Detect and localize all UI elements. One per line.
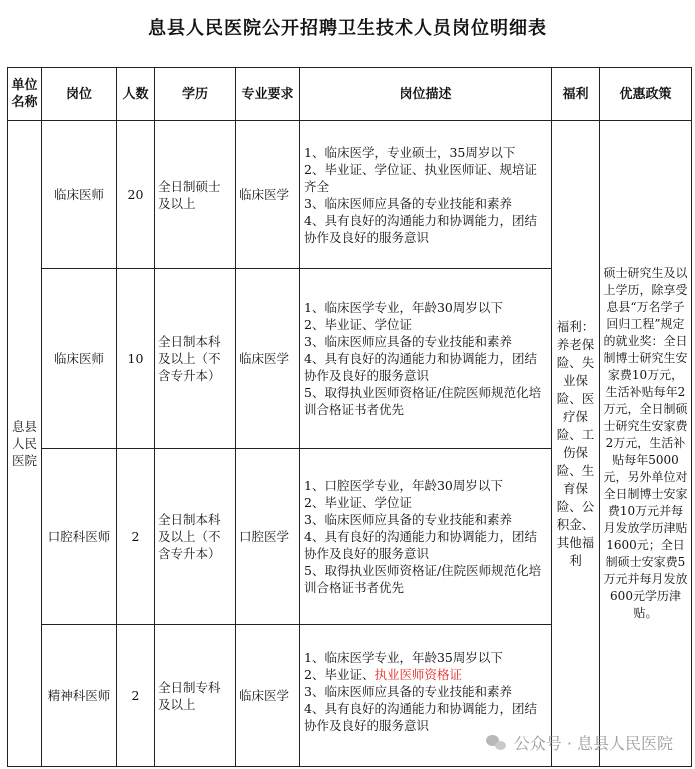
description-line: 2、毕业证、学位证、执业医师证、规培证齐全 [304, 161, 537, 194]
description-line: 1、临床医学专业，年龄30周岁以下 [304, 300, 503, 315]
description-line: 4、具有良好的沟通能力和协调能力，团结协作及良好的服务意识 [304, 212, 537, 245]
benefits-cell: 福利：养老保险、失业保险、医疗保险、工伤保险、生育保险、公积金、其他福利 [552, 121, 600, 767]
count-cell: 2 [117, 449, 155, 625]
watermark-text: 公众号 · 息县人民医院 [513, 734, 673, 753]
description-line: 5、取得执业医师资格证/住院医师规范化培训合格证书者优先 [304, 563, 542, 595]
count-cell: 20 [117, 121, 155, 269]
education-cell: 全日制本科及以上（不含专升本） [155, 269, 236, 449]
major-cell: 临床医学 [236, 625, 300, 767]
header-position: 岗位 [42, 68, 117, 121]
highlighted-requirement: 执业医师资格证 [374, 667, 462, 682]
description-line: 3、临床医师应具备的专业技能和素养 [304, 512, 512, 527]
description-line: 3、临床医师应具备的专业技能和素养 [304, 334, 512, 349]
description-text: 2、毕业证、 [304, 667, 375, 682]
major-cell: 临床医学 [236, 269, 300, 449]
header-description: 岗位描述 [300, 68, 552, 121]
major-cell: 临床医学 [236, 121, 300, 269]
policy-cell: 硕士研究生及以上学历，除享受息县“万名学子回归工程”规定的就业奖：全日制博士研究生安家费10万元，生活补贴每年2万元，全日制硕士研究生安家费2万元，生活补贴每年5000元，另外单位对全日制博士安家费10万元并每月发放学历津贴1600元；全日制硕士安家费5万元并每月发放600元学历津贴。 [600, 121, 692, 767]
description-line: 1、临床医学专业，年龄35周岁以下 [304, 650, 503, 665]
header-education: 学历 [155, 68, 236, 121]
header-policy: 优惠政策 [600, 68, 692, 121]
description-line: 1、临床医学，专业硕士，35周岁以下 [304, 144, 516, 160]
description-line: 1、口腔医学专业，年龄30周岁以下 [304, 478, 503, 493]
count-cell: 2 [117, 625, 155, 767]
description-cell [300, 449, 552, 625]
header-count: 人数 [117, 68, 155, 121]
education-cell: 全日制专科及以上 [155, 625, 236, 767]
description-line [304, 666, 548, 683]
page-title: 息县人民医院公开招聘卫生技术人员岗位明细表 [148, 18, 547, 39]
header-row [8, 68, 692, 121]
description-line: 5、取得执业医师资格证/住院医师规范化培训合格证书者优先 [304, 385, 542, 417]
position-cell: 临床医师 [42, 269, 117, 449]
education-cell: 全日制硕士及以上 [155, 121, 236, 269]
description-line: 3、临床医师应具备的专业技能和素养 [304, 195, 512, 211]
description-line: 4、具有良好的沟通能力和协调能力，团结协作及良好的服务意识 [304, 529, 537, 561]
watermark [486, 731, 673, 754]
unit-name-cell: 息县人民医院 [8, 121, 42, 767]
education-cell: 全日制本科及以上（不含专升本） [155, 449, 236, 625]
position-cell: 精神科医师 [42, 625, 117, 767]
description-cell [300, 269, 552, 449]
description-line: 3、临床医师应具备的专业技能和素养 [304, 684, 512, 699]
description-line: 2、毕业证、学位证 [304, 317, 412, 332]
description-line: 4、具有良好的沟通能力和协调能力，团结协作及良好的服务意识 [304, 701, 537, 733]
description-line: 2、毕业证、学位证 [304, 495, 412, 510]
header-major: 专业要求 [236, 68, 300, 121]
position-cell: 口腔科医师 [42, 449, 117, 625]
position-cell: 临床医师 [42, 121, 117, 269]
count-cell: 10 [117, 269, 155, 449]
description-cell [300, 121, 552, 269]
description-line: 4、具有良好的沟通能力和协调能力，团结协作及良好的服务意识 [304, 351, 537, 383]
job-table [7, 67, 692, 767]
major-cell: 口腔医学 [236, 449, 300, 625]
wechat-icon [486, 734, 508, 752]
table-row [8, 121, 692, 269]
header-unit: 单位名称 [8, 68, 42, 121]
header-benefits: 福利 [552, 68, 600, 121]
